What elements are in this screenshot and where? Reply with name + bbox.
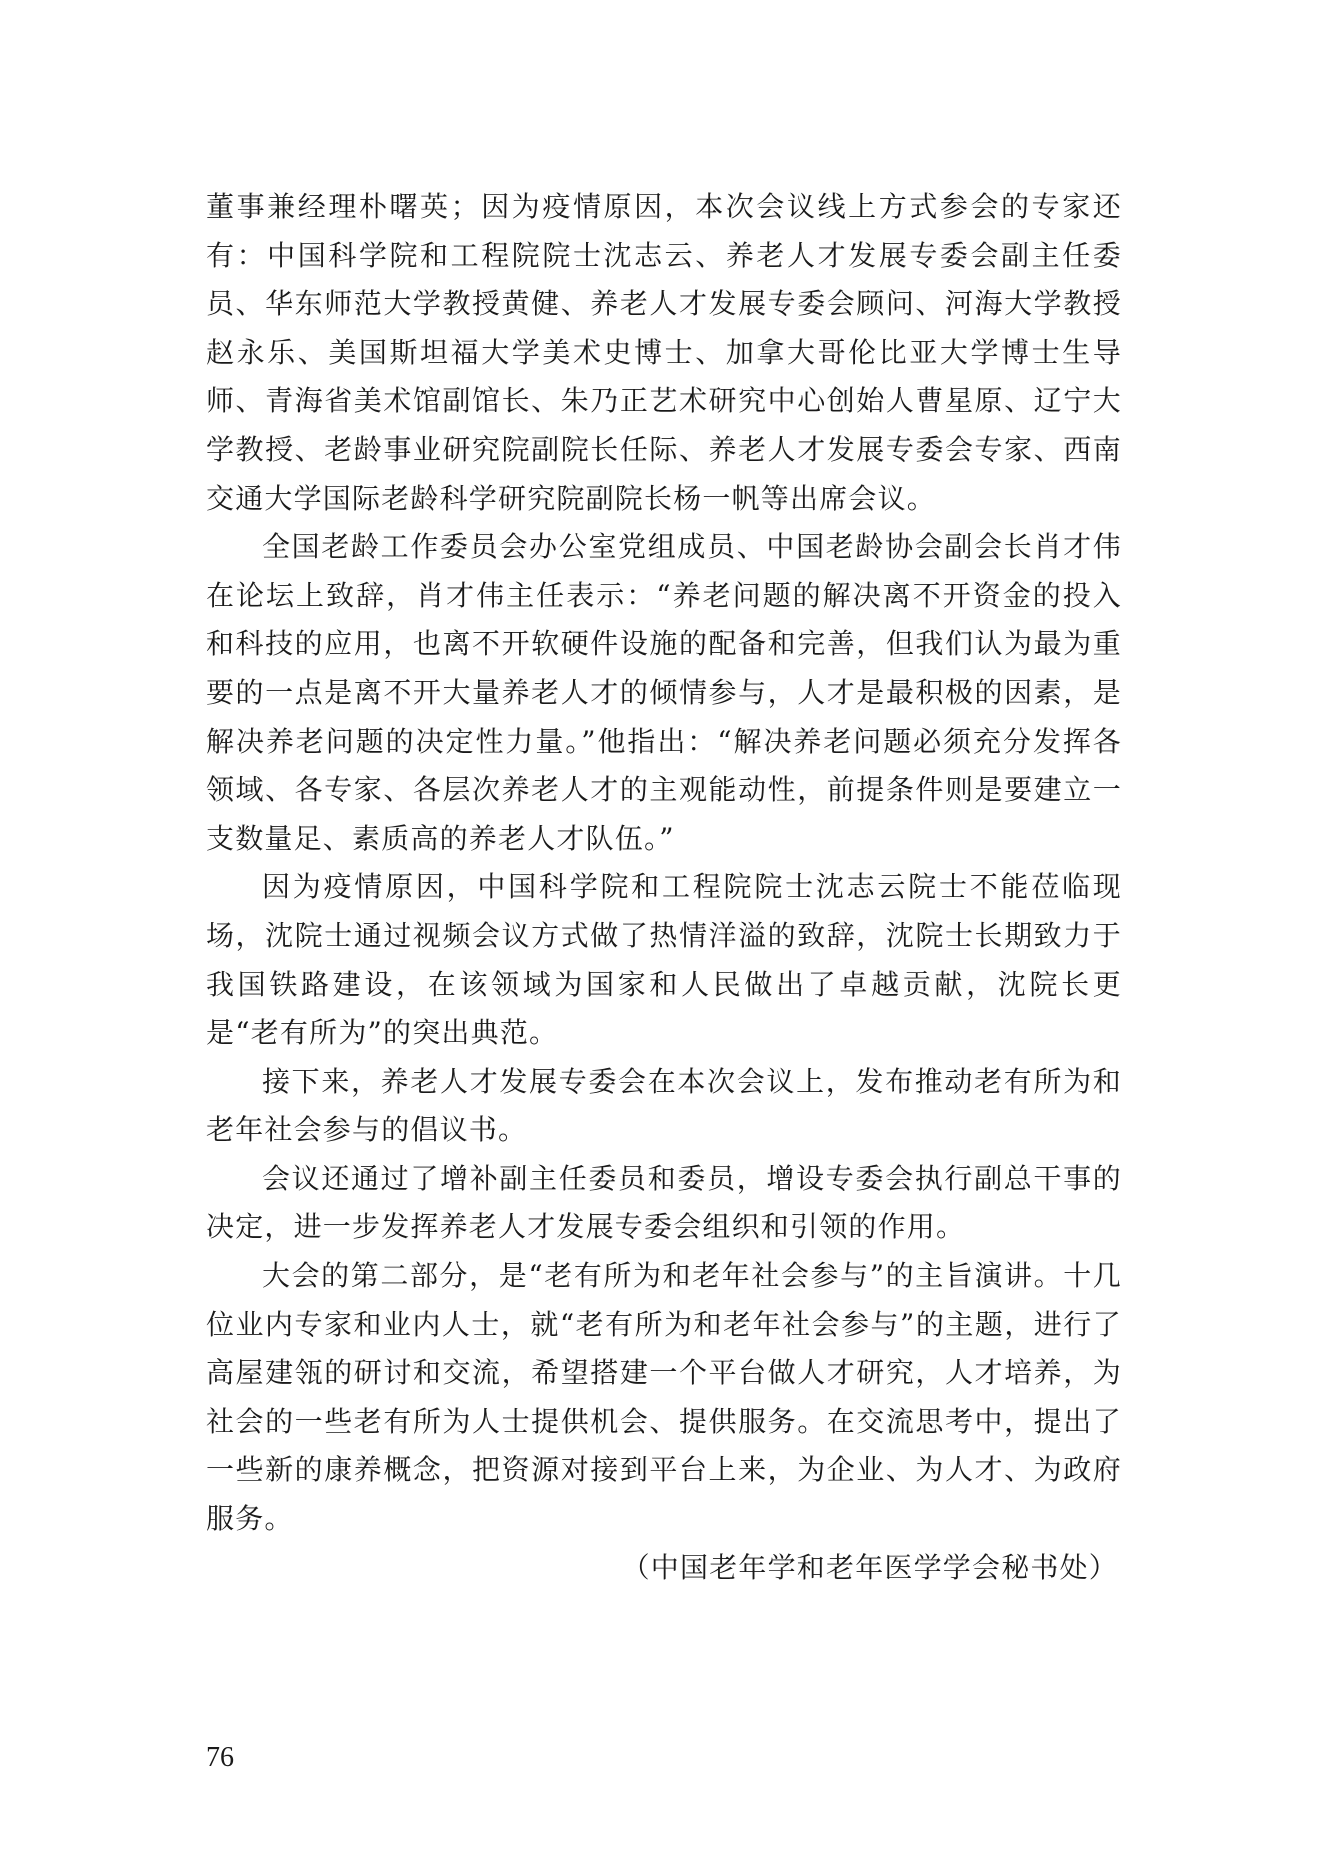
paragraph-2: 全国老龄工作委员会办公室党组成员、中国老龄协会副会长肖才伟在论坛上致辞，肖才伟主任表示：“养老问题的解决离不开资金的投入和科技的应用，也离不开软硬件设施的配备和完善，但我们认为最为重要的一点是离不开大量养老人才的倾情参与，人才是最积极的因素，是解决养老问题的决定性力量。”他指出：“解决养老问题必须充分发挥各领域、各专家、各层次养老人才的主观能动性，前提条件则是要建立一支数量足、素质高的养老人才队伍。” (206, 530, 1122, 855)
paragraph-1: 董事兼经理朴曙英；因为疫情原因，本次会议线上方式参会的专家还有：中国科学院和工程院院士沈志云、养老人才发展专委会副主任委员、华东师范大学教授黄健、养老人才发展专委会顾问、河海大学教授赵永乐、美国斯坦福大学美术史博士、加拿大哥伦比亚大学博士生导师、青海省美术馆副馆长、朱乃正艺术研究中心创始人曹星原、辽宁大学教授、老龄事业研究院副院长任际、养老人才发展专委会专家、西南交通大学国际老龄科学研究院副院长杨一帆等出席会议。 (206, 190, 1122, 515)
paragraph-3: 因为疫情原因，中国科学院和工程院院士沈志云院士不能莅临现场，沈院士通过视频会议方式做了热情洋溢的致辞，沈院士长期致力于我国铁路建设，在该领域为国家和人民做出了卓越贡献，沈院长更是“老有所为”的突出典范。 (206, 870, 1122, 1050)
article-body (206, 183, 1122, 1592)
paragraph-5: 会议还通过了增补副主任委员和委员，增设专委会执行副总干事的决定，进一步发挥养老人才发展专委会组织和引领的作用。 (206, 1161, 1122, 1244)
paragraph-4: 接下来，养老人才发展专委会在本次会议上，发布推动老有所为和老年社会参与的倡议书。 (206, 1064, 1122, 1147)
article-source: （中国老年学和老年医学学会秘书处） (621, 1550, 1118, 1584)
page-number: 76 (206, 1742, 234, 1773)
paragraph-6: 大会的第二部分，是“老有所为和老年社会参与”的主旨演讲。十几位业内专家和业内人士，就“老有所为和老年社会参与”的主题，进行了高屋建瓴的研讨和交流，希望搭建一个平台做人才研究，人才培养，为社会的一些老有所为人士提供机会、提供服务。在交流思考中，提出了一些新的康养概念，把资源对接到平台上来，为企业、为人才、为政府服务。 (206, 1259, 1122, 1536)
